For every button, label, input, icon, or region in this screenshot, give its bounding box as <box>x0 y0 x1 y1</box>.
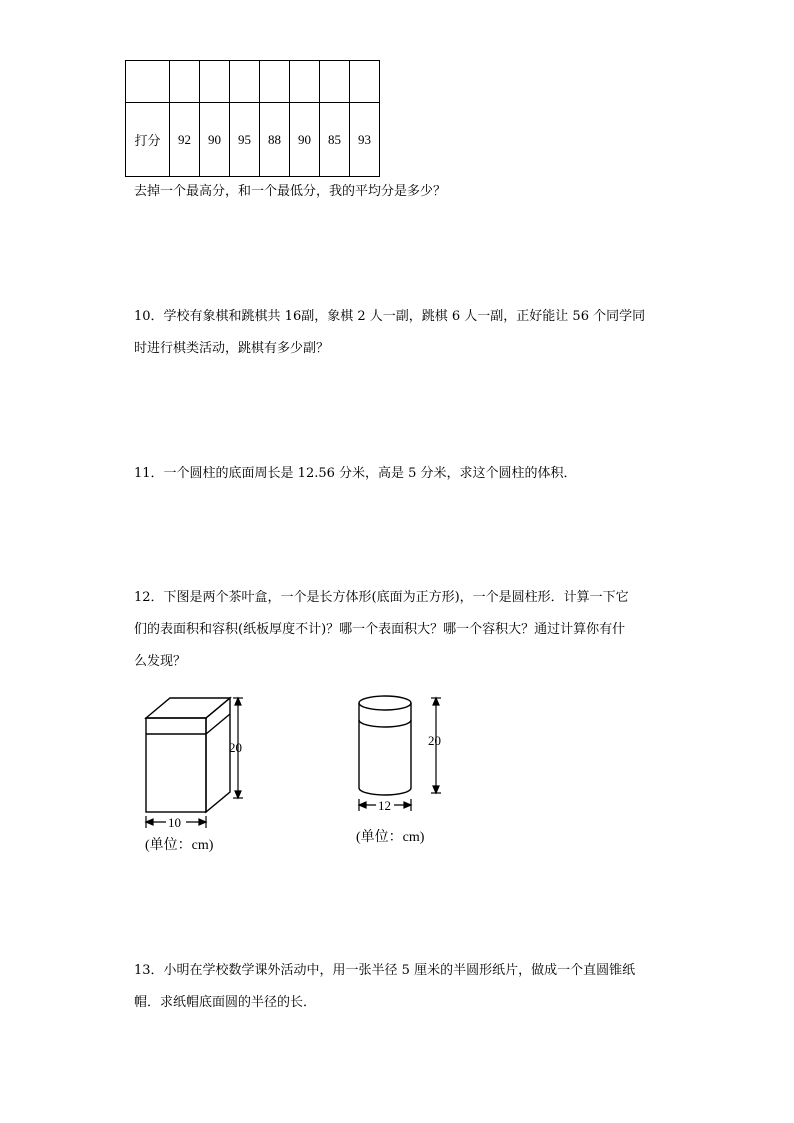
table-header-cell <box>200 61 230 103</box>
question-13 <box>134 955 674 1019</box>
score-cell: 88 <box>260 103 290 177</box>
question-line: 13．小明在学校数学课外活动中，用一张半径 5 厘米的半圆形纸片，做成一个直圆锥纸 <box>134 963 636 978</box>
table-header-cell <box>260 61 290 103</box>
table-header-cell <box>170 61 200 103</box>
score-cell: 90 <box>290 103 320 177</box>
question-line: 11．一个圆柱的底面周长是 12.56 分米，高是 5 分米，求这个圆柱的体积． <box>134 466 577 481</box>
table-header-row <box>126 61 380 103</box>
question-12 <box>134 582 674 678</box>
score-cell: 95 <box>230 103 260 177</box>
score-cell: 93 <box>350 103 380 177</box>
score-table <box>125 60 380 177</box>
table-row <box>126 103 380 177</box>
box-lid-line <box>206 714 230 734</box>
question-line: 们的表面积和容积(纸板厚度不计)？哪一个表面积大？哪一个容积大？通过计算你有什 <box>134 622 626 637</box>
cylinder-unit-label: (单位：cm) <box>356 830 425 845</box>
cylinder-top-ellipse <box>359 696 411 710</box>
question-line: 么发现？ <box>134 654 187 669</box>
question-10 <box>134 301 674 365</box>
question-line: 10．学校有象棋和跳棋共 16副，象棋 2 人一副，跳棋 6 人一副，正好能让 56 个同学同 <box>134 309 646 324</box>
cylinder-height-label: 20 <box>428 733 441 748</box>
table-header-cell <box>320 61 350 103</box>
score-cell: 90 <box>200 103 230 177</box>
box-unit-label: (单位：cm) <box>145 838 214 853</box>
table-header-cell <box>126 61 170 103</box>
score-cell: 85 <box>320 103 350 177</box>
box-height-label: 20 <box>229 740 242 755</box>
question-text: 去掉一个最高分，和一个最低分，我的平均分是多少？ <box>134 184 447 199</box>
box-width-label: 10 <box>168 815 181 830</box>
cylinder-bottom-arc <box>359 788 411 795</box>
row-label: 打分 <box>126 103 170 177</box>
table-header-cell <box>230 61 260 103</box>
cylinder-diameter-label: 12 <box>378 798 391 813</box>
question-line: 12．下图是两个茶叶盒，一个是长方体形(底面为正方形)，一个是圆柱形．计算一下它 <box>134 590 629 605</box>
box-side-face <box>206 698 230 812</box>
cylinder-lid-line <box>359 720 411 727</box>
question-line: 帽．求纸帽底面圆的半径的长． <box>134 995 317 1010</box>
cylinder-figure <box>350 690 460 820</box>
score-cell: 92 <box>170 103 200 177</box>
question-9-tail <box>134 176 674 208</box>
question-line: 时进行棋类活动，跳棋有多少副？ <box>134 341 330 356</box>
table-header-cell <box>350 61 380 103</box>
question-11 <box>134 458 674 490</box>
table-header-cell <box>290 61 320 103</box>
box-front-face <box>146 718 206 812</box>
